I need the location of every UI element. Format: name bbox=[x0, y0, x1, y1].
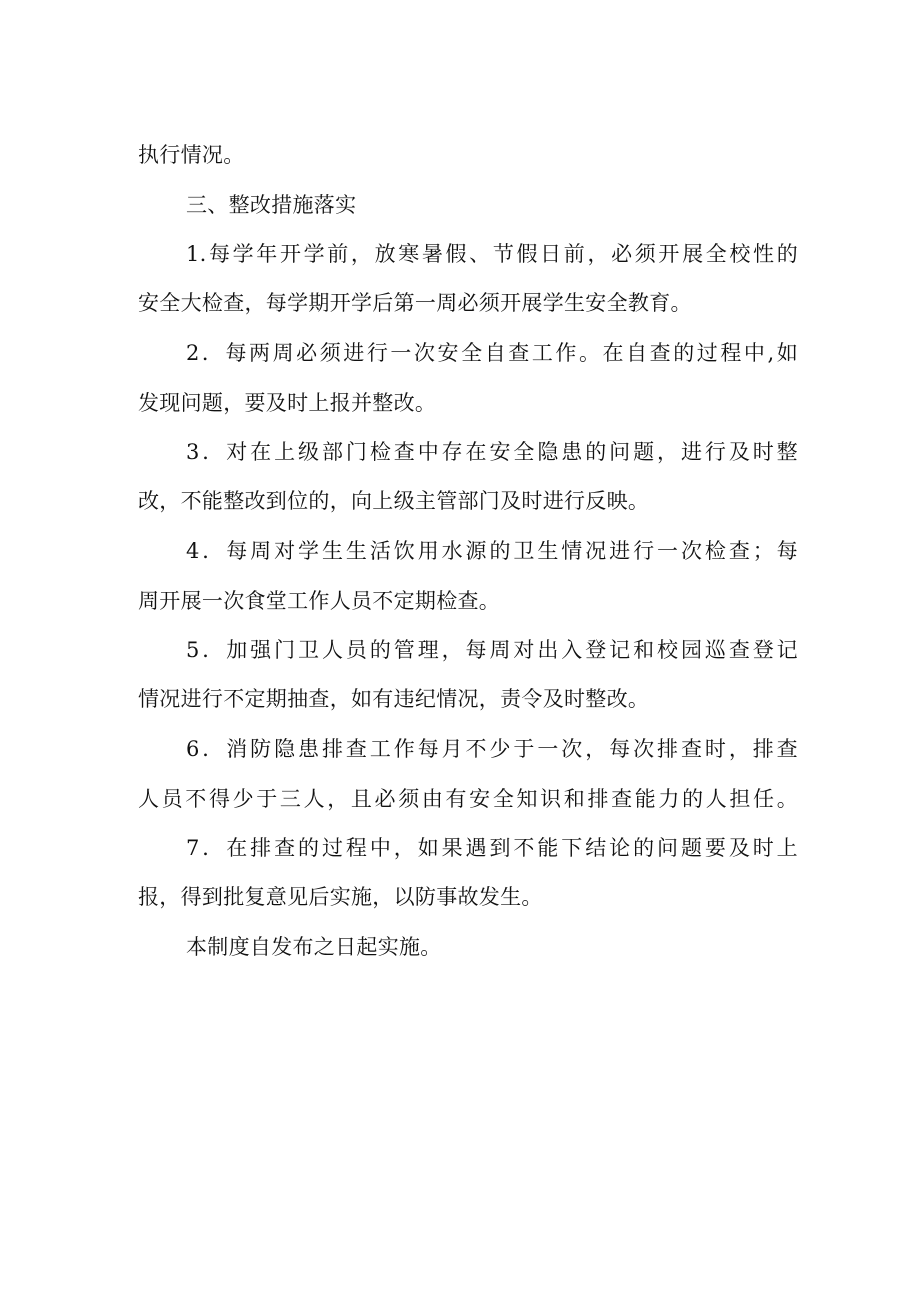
text-line: 改，不能整改到位的，向上级主管部门及时进行反映。 bbox=[138, 489, 650, 513]
text-line: 4．每周对学生生活饮用水源的卫生情况进行一次检查；每 bbox=[186, 539, 798, 563]
text-line: 7．在排查的过程中，如果遇到不能下结论的问题要及时上 bbox=[186, 836, 798, 860]
text-line: 周开展一次食堂工作人员不定期检查。 bbox=[138, 589, 501, 613]
text-line: 1.每学年开学前，放寒暑假、节假日前，必须开展全校性的 bbox=[186, 242, 798, 266]
text-line: 执行情况。 bbox=[138, 143, 245, 167]
text-line: 5．加强门卫人员的管理，每周对出入登记和校园巡查登记 bbox=[186, 638, 798, 662]
closing-statement: 本制度自发布之日起实施。 bbox=[186, 935, 442, 959]
text-line: 安全大检查，每学期开学后第一周必须开展学生安全教育。 bbox=[138, 291, 692, 315]
text-line: 6．消防隐患排查工作每月不少于一次，每次排查时，排查 bbox=[186, 737, 798, 761]
text-line: 人员不得少于三人，且必须由有安全知识和排查能力的人担任。 bbox=[138, 787, 798, 811]
text-line: 情况进行不定期抽查，如有违纪情况，责令及时整改。 bbox=[138, 687, 650, 711]
text-line: 3．对在上级部门检查中存在安全隐患的问题，进行及时整 bbox=[186, 440, 798, 464]
text-line: 发现问题，要及时上报并整改。 bbox=[138, 391, 437, 415]
section-heading: 三、整改措施落实 bbox=[186, 193, 357, 217]
text-line: 2．每两周必须进行一次安全自查工作。在自查的过程中,如 bbox=[186, 341, 798, 365]
text-line: 报，得到批复意见后实施，以防事故发生。 bbox=[138, 885, 543, 909]
